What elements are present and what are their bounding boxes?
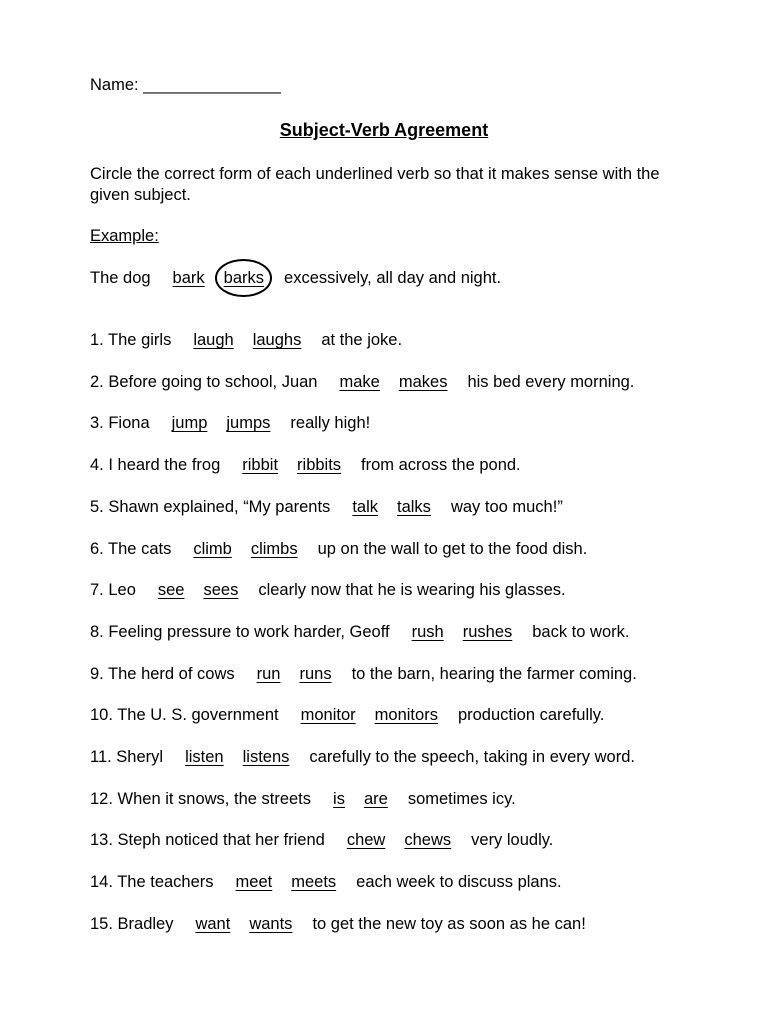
- item-rest: up on the wall to get to the food dish.: [317, 539, 588, 558]
- item-rest: really high!: [290, 414, 371, 433]
- example-option-1: bark: [172, 269, 205, 287]
- verb-option-2[interactable]: chews: [404, 831, 452, 850]
- example-rest: excessively, all day and night.: [284, 269, 502, 287]
- verb-option-1[interactable]: run: [256, 664, 281, 683]
- verb-option-2[interactable]: monitors: [374, 706, 438, 725]
- item-rest: way too much!”: [450, 497, 563, 516]
- instructions: Circle the correct form of each underlined verb so that it makes sense with the given subject.: [90, 165, 660, 204]
- verb-option-1[interactable]: chew: [346, 831, 386, 850]
- page-title: Subject-Verb Agreement: [279, 120, 489, 140]
- item-rest: each week to discuss plans.: [356, 873, 562, 892]
- exercise-item: [90, 580, 566, 600]
- verb-option-2[interactable]: meets: [291, 873, 337, 892]
- item-rest: to the barn, hearing the farmer coming.: [351, 664, 637, 683]
- example-sentence: [90, 268, 501, 288]
- verb-option-2[interactable]: climbs: [250, 539, 298, 558]
- exercise-item: [90, 413, 370, 433]
- item-subject: 2. Before going to school, Juan: [90, 372, 318, 391]
- item-rest: carefully to the speech, taking in every word.: [309, 748, 635, 766]
- item-rest: his bed every morning.: [467, 372, 635, 391]
- exercise-item: [90, 539, 587, 559]
- exercise-item: [90, 372, 634, 392]
- exercise-item: [90, 664, 637, 684]
- verb-option-1[interactable]: ribbit: [242, 456, 279, 475]
- verb-option-2[interactable]: ribbits: [297, 456, 342, 475]
- verb-option-1[interactable]: is: [333, 789, 345, 808]
- verb-option-2[interactable]: makes: [398, 372, 448, 391]
- verb-option-2[interactable]: runs: [299, 664, 332, 683]
- verb-option-1[interactable]: climb: [193, 539, 232, 558]
- item-subject: 3. Fiona: [90, 414, 150, 433]
- item-subject: 6. The cats: [90, 539, 172, 558]
- item-subject: 4. I heard the frog: [90, 456, 221, 475]
- item-subject: 13. Steph noticed that her friend: [90, 831, 325, 850]
- verb-option-1[interactable]: jump: [171, 414, 208, 433]
- item-subject: 9. The herd of cows: [90, 664, 235, 683]
- item-subject: 12. When it snows, the streets: [90, 789, 312, 808]
- verb-option-1[interactable]: rush: [411, 622, 444, 641]
- verb-option-2[interactable]: listens: [242, 748, 290, 766]
- exercise-item: [90, 497, 563, 517]
- name-field: Name: _______________: [90, 76, 281, 94]
- circle-mark: [215, 259, 272, 297]
- item-rest: sometimes icy.: [407, 789, 516, 808]
- verb-option-1[interactable]: see: [157, 581, 185, 600]
- verb-option-1[interactable]: talk: [352, 497, 378, 516]
- verb-option-1[interactable]: listen: [185, 748, 224, 766]
- item-rest: from across the pond.: [361, 456, 521, 475]
- verb-option-1[interactable]: monitor: [300, 706, 356, 725]
- exercise-item: [90, 455, 521, 475]
- item-rest: production carefully.: [457, 706, 605, 725]
- exercise-item: [90, 872, 562, 892]
- verb-option-2[interactable]: laughs: [252, 331, 302, 349]
- exercise-item: [90, 789, 516, 809]
- exercise-item: [90, 914, 586, 934]
- item-rest: back to work.: [532, 622, 630, 641]
- item-rest: to get the new toy as soon as he can!: [312, 914, 586, 933]
- verb-option-2[interactable]: are: [363, 789, 388, 808]
- verb-option-2[interactable]: sees: [203, 581, 239, 600]
- verb-option-1[interactable]: want: [195, 914, 231, 933]
- verb-option-2[interactable]: jumps: [226, 414, 271, 433]
- item-rest: clearly now that he is wearing his glasses.: [258, 581, 566, 600]
- verb-option-2[interactable]: rushes: [462, 622, 513, 641]
- item-subject: 14. The teachers: [90, 873, 214, 892]
- item-subject: 1. The girls: [90, 331, 172, 349]
- item-subject: 5. Shawn explained, “My parents: [90, 497, 331, 516]
- example-label: Example:: [90, 227, 159, 245]
- item-subject: 10. The U. S. government: [90, 706, 279, 725]
- exercise-item: [90, 330, 402, 350]
- example-option-2: barks: [223, 269, 265, 287]
- verb-option-1[interactable]: make: [339, 372, 380, 391]
- item-subject: 11. Sheryl: [90, 748, 164, 766]
- exercise-item: [90, 622, 629, 642]
- exercise-item: [90, 747, 635, 767]
- verb-option-2[interactable]: talks: [397, 497, 431, 516]
- exercise-item: [90, 705, 604, 725]
- item-rest: very loudly.: [471, 831, 554, 850]
- exercise-item: [90, 830, 553, 850]
- example-subject: The dog: [90, 269, 151, 287]
- example-option-2-circled: [224, 268, 264, 288]
- verb-option-1[interactable]: meet: [235, 873, 273, 892]
- item-subject: 7. Leo: [90, 581, 136, 600]
- item-rest: at the joke.: [321, 331, 403, 349]
- item-subject: 15. Bradley: [90, 914, 174, 933]
- verb-option-2[interactable]: wants: [249, 914, 293, 933]
- item-subject: 8. Feeling pressure to work harder, Geoff: [90, 622, 390, 641]
- verb-option-1[interactable]: laugh: [193, 331, 234, 349]
